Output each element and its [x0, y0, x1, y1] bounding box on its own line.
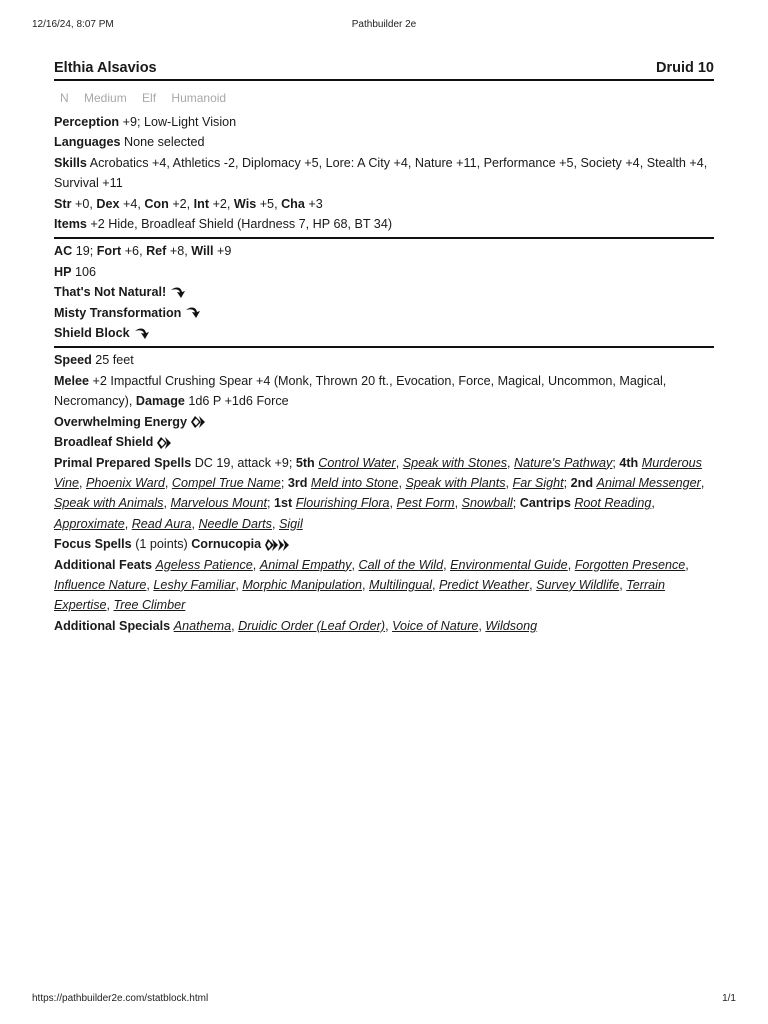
feat-link[interactable]: Terrain Expertise [54, 577, 665, 613]
special-link[interactable]: Voice of Nature [392, 618, 479, 633]
str-value: +0 [75, 196, 90, 211]
reaction-arrow-icon [184, 306, 202, 320]
spell-link[interactable]: Control Water [318, 455, 396, 470]
feat-link[interactable]: Tree Climber [113, 598, 186, 613]
melee-label: Melee [54, 373, 90, 388]
hp-line [54, 262, 714, 282]
spell-link[interactable]: Murderous Vine [54, 455, 702, 490]
wis-label: Wis [233, 196, 257, 211]
defense-line: AC 19; Fort +6, Ref +8, Will +9 [54, 244, 232, 259]
focus-spells [54, 534, 714, 554]
items-label: Items [54, 217, 87, 232]
skills-value: Acrobatics +4, Athletics -2, Diplomacy +5, Lore: A City +4, Nature +11, Performance +5, Society +4, Stealth +4, Survival +11 [54, 155, 708, 191]
trait-size: Medium [84, 91, 127, 105]
two-actions-icon [264, 538, 290, 552]
additional-specials: Additional Specials Anathema, Druidic Order (Leaf Order), Voice of Nature, Wildsong [54, 618, 538, 633]
spell-link[interactable]: Snowball [461, 496, 513, 511]
specials-label: Additional Specials [54, 618, 171, 633]
single-action-icon [156, 436, 172, 450]
cantrips-label: Cantrips [519, 496, 571, 511]
reaction-arrow-icon [169, 286, 187, 300]
reaction-thats-not-natural [54, 282, 714, 302]
print-url: https://pathbuilder2e.com/statblock.html [32, 993, 209, 1004]
spell-link[interactable]: Speak with Plants [405, 475, 506, 490]
special-link[interactable]: Wildsong [485, 618, 538, 633]
int-label: Int [193, 196, 210, 211]
spell-link[interactable]: Compel True Name [171, 475, 281, 490]
ac-value: 19 [75, 244, 90, 259]
focus-label: Focus Spells [54, 537, 132, 552]
items-value: +2 Hide, Broadleaf Shield (Hardness 7, HP 68, BT 34) [90, 217, 393, 232]
rank4-label: 4th [619, 455, 639, 470]
action-label: Overwhelming Energy [54, 414, 187, 429]
reaction-label: Misty Transformation [54, 305, 182, 320]
feat-link[interactable]: Animal Empathy [259, 557, 352, 572]
perception-value: +9; Low-Light Vision [122, 115, 237, 129]
hp-label: HP [54, 264, 72, 279]
spell-link[interactable]: Nature's Pathway [514, 455, 613, 470]
will-value: +9 [217, 244, 232, 259]
feat-link[interactable]: Forgotten Presence [574, 557, 686, 572]
spell-dc: DC 19, attack +9; [194, 455, 293, 470]
spell-link[interactable]: Phoenix Ward [85, 475, 165, 490]
action-broadleaf-shield [54, 432, 714, 452]
name-row [54, 56, 714, 81]
special-link[interactable]: Anathema [173, 618, 232, 633]
dex-value: +4 [122, 196, 138, 211]
damage-value: 1d6 P +1d6 Force [188, 394, 289, 409]
con-label: Con [144, 196, 169, 211]
character-name: Elthia Alsavios [54, 59, 157, 76]
skills-line [54, 153, 714, 194]
feat-link[interactable]: Call of the Wild [358, 557, 444, 572]
page-number: 1/1 [722, 993, 736, 1004]
print-header [32, 19, 736, 33]
speed-value: 25 feet [95, 353, 134, 368]
section-divider-defense [54, 237, 714, 239]
str-label: Str [54, 196, 72, 211]
spell-link[interactable]: Speak with Animals [54, 496, 164, 511]
spell-link[interactable]: Meld into Stone [310, 475, 399, 490]
perception-line [54, 112, 714, 132]
fort-label: Fort [96, 244, 122, 259]
cha-label: Cha [281, 196, 305, 211]
rank1-label: 1st [274, 496, 293, 511]
class-level: Druid 10 [655, 59, 714, 76]
feats-label: Additional Feats [54, 557, 152, 572]
spell-link[interactable]: Approximate [54, 516, 125, 531]
focus-points: (1 points) [135, 537, 188, 552]
special-link[interactable]: Druidic Order (Leaf Order) [238, 618, 386, 633]
feat-link[interactable]: Predict Weather [439, 577, 530, 592]
int-value: +2 [212, 196, 227, 211]
spell-link[interactable]: Root Reading [574, 496, 652, 511]
melee-value: +2 Impactful Crushing Spear +4 (Monk, Thrown 20 ft., Evocation, Force, Magical, Uncommon, Magical, Necromancy), [54, 373, 667, 409]
speed-line [54, 350, 714, 370]
reaction-label: That's Not Natural! [54, 285, 167, 300]
reaction-label: Shield Block [54, 326, 130, 341]
spell-link[interactable]: Marvelous Mount [170, 496, 268, 511]
skills-label: Skills [54, 155, 87, 170]
trait-list [54, 88, 714, 108]
action-label: Broadleaf Shield [54, 435, 154, 450]
feat-link[interactable]: Environmental Guide [450, 557, 568, 572]
reaction-shield-block [54, 323, 714, 343]
con-value: +2 [172, 196, 187, 211]
feat-link[interactable]: Ageless Patience [155, 557, 253, 572]
languages-label: Languages [54, 135, 121, 150]
statblock [54, 56, 714, 636]
feat-link[interactable]: Morphic Manipulation [242, 577, 363, 592]
rank2-label: 2nd [570, 475, 594, 490]
rank3-label: 3rd [287, 475, 308, 490]
spell-link[interactable]: Animal Messenger [596, 475, 701, 490]
spell-link[interactable]: Pest Form [396, 496, 455, 511]
print-footer [32, 993, 736, 1007]
spell-link[interactable]: Sigil [278, 516, 303, 531]
focus-spell-name: Cornucopia [191, 537, 262, 552]
primal-prepared-spells: Primal Prepared Spells DC 19, attack +9; 5th Control Water, Speak with Stones, Nature's Pathway; 4th Murderous Vine, Phoenix Ward, Compel True Name; 3rd Meld into Stone, Speak with Plants, Far Sight; 2nd Animal Messenger, Speak with Animals, Marvelous Mount; 1st Flourishing Flora, Pest Form, Snowball; Cantrips Root Reading, Approximate, Read Aura, Needle Darts, Sigil [54, 455, 705, 531]
fort-value: +6 [124, 244, 140, 259]
additional-feats: Additional Feats Ageless Patience, Animal Empathy, Call of the Wild, Environmental Guide, Forgotten Presence, Influence Nature, Leshy Familiar, Morphic Manipulation, Multilingual, Predict Weather, Survey Wildlife, Terrain Expertise, Tree Climber [54, 557, 689, 613]
trait-type: Humanoid [171, 91, 227, 105]
spell-link[interactable]: Flourishing Flora [295, 496, 390, 511]
feat-link[interactable]: Leshy Familiar [153, 577, 236, 592]
cha-value: +3 [308, 196, 323, 211]
will-label: Will [191, 244, 214, 259]
spell-link[interactable]: Far Sight [512, 475, 564, 490]
dex-label: Dex [96, 196, 120, 211]
print-title: Pathbuilder 2e [351, 19, 417, 30]
rank5-label: 5th [295, 455, 315, 470]
trait-ancestry: Elf [142, 91, 157, 105]
spell-link[interactable]: Read Aura [131, 516, 192, 531]
spells-label: Primal Prepared Spells [54, 455, 192, 470]
reaction-arrow-icon [133, 327, 151, 341]
reaction-misty-transformation [54, 303, 714, 323]
feat-link[interactable]: Multilingual [369, 577, 433, 592]
spell-link[interactable]: Speak with Stones [402, 455, 508, 470]
perception-label: Perception [54, 115, 120, 129]
ac-label: AC [54, 244, 73, 259]
action-overwhelming-energy [54, 412, 714, 432]
ability-scores-line: Str +0, Dex +4, Con +2, Int +2, Wis +5, Cha +3 [54, 196, 323, 211]
damage-label: Damage [135, 394, 185, 409]
items-line [54, 214, 714, 234]
print-datetime: 12/16/24, 8:07 PM [32, 19, 114, 30]
speed-label: Speed [54, 353, 92, 368]
hp-value: 106 [75, 264, 97, 279]
melee-line [54, 371, 714, 412]
single-action-icon [190, 415, 206, 429]
feat-link[interactable]: Influence Nature [54, 577, 147, 592]
section-divider-offense [54, 346, 714, 348]
ref-label: Ref [146, 244, 167, 259]
feat-link[interactable]: Survey Wildlife [536, 577, 620, 592]
languages-line [54, 132, 714, 152]
wis-value: +5 [259, 196, 275, 211]
trait-alignment: N [60, 91, 69, 105]
languages-value: None selected [123, 135, 205, 150]
ref-value: +8 [169, 244, 185, 259]
spell-link[interactable]: Needle Darts [198, 516, 272, 531]
